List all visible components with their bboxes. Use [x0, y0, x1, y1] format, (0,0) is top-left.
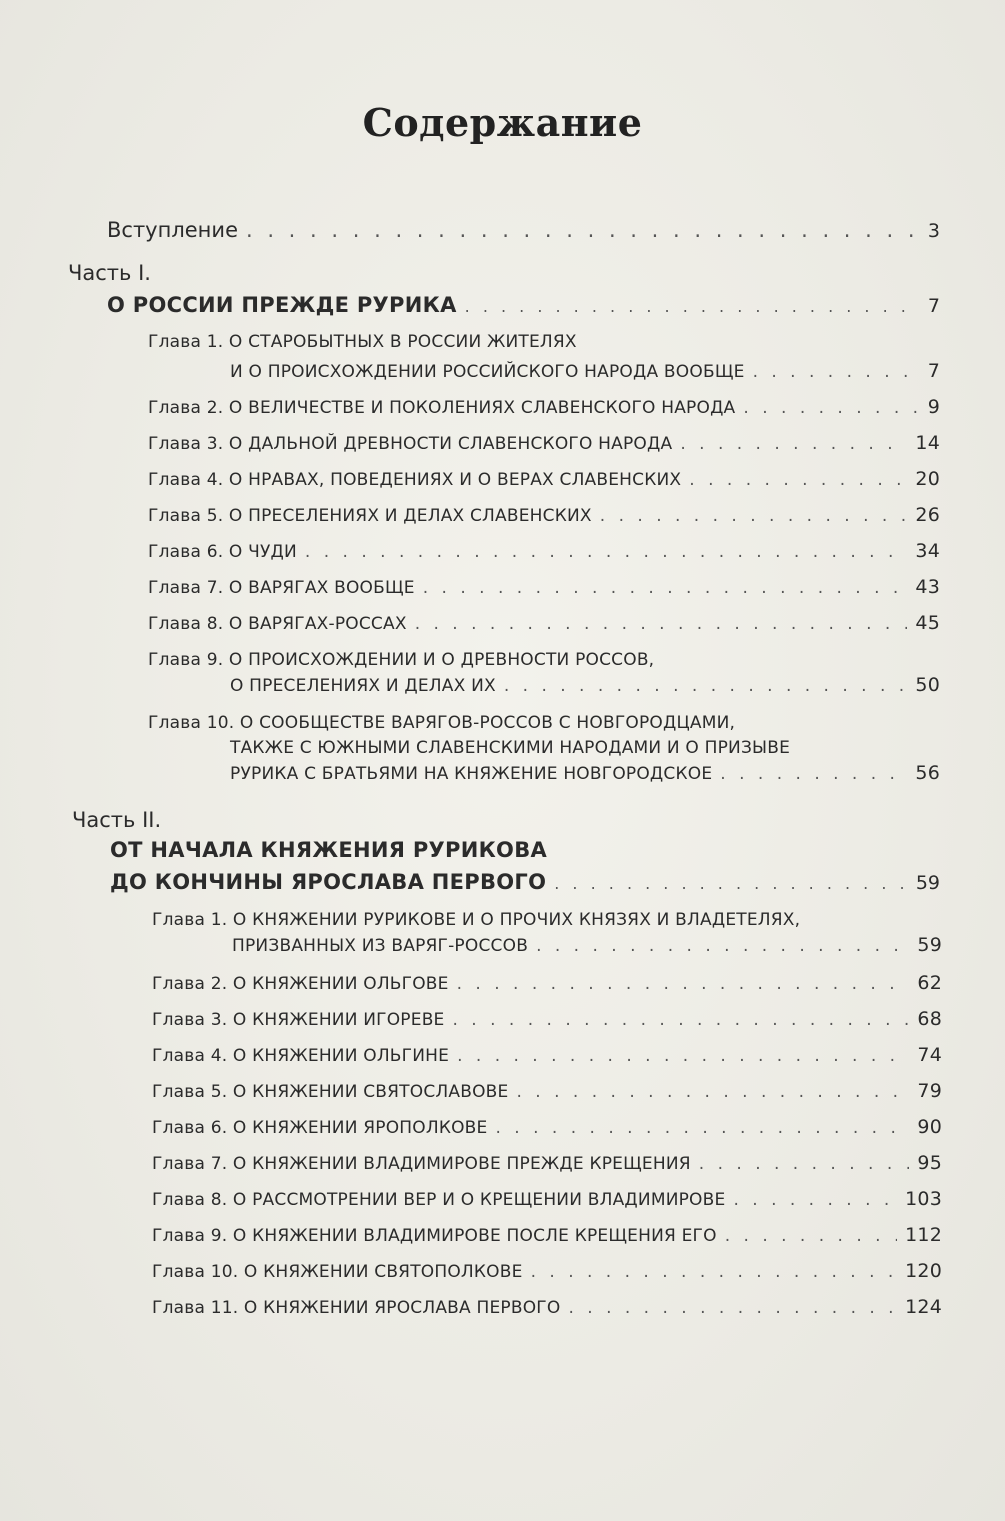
part-1-label: Часть I.	[68, 261, 151, 285]
toc-page-number: 20	[915, 468, 940, 490]
toc-entry-p1-ch2[interactable]	[148, 396, 940, 418]
toc-entry-p2-ch2[interactable]	[152, 972, 942, 994]
leader-dots	[743, 398, 919, 418]
toc-entry-p1-ch10[interactable]	[230, 762, 940, 784]
toc-entry-p1-ch7[interactable]	[148, 576, 940, 598]
toc-page-number: 59	[917, 934, 942, 956]
toc-page-number: 103	[905, 1188, 942, 1210]
leader-dots	[554, 874, 908, 893]
leader-dots	[516, 1082, 909, 1102]
toc-page-number: 56	[915, 762, 940, 784]
leader-dots	[305, 542, 908, 562]
toc-entry-p1-ch8[interactable]	[148, 612, 940, 634]
chapter-line: Глава 2. О ВЕЛИЧЕСТВЕ И ПОКОЛЕНИЯХ СЛАВЕНСКОГО НАРОДА	[148, 398, 736, 418]
chapter-line: Глава 9. О ПРОИСХОЖДЕНИИ И О ДРЕВНОСТИ РОССОВ,	[148, 650, 655, 670]
toc-page-number: 124	[905, 1296, 942, 1318]
toc-page-number: 90	[917, 1116, 942, 1138]
toc-page-number: 120	[905, 1260, 942, 1282]
chapter-line: Глава 10. О СООБЩЕСТВЕ ВАРЯГОВ-РОССОВ С НОВГОРОДЦАМИ,	[148, 713, 736, 733]
leader-dots	[453, 1010, 910, 1030]
part-1-title: О РОССИИ ПРЕЖДЕ РУРИКА	[107, 293, 457, 317]
toc-entry-p2-ch1[interactable]	[232, 934, 942, 956]
toc-entry-p2-ch3[interactable]	[152, 1008, 942, 1030]
toc-entry-p1-ch1[interactable]	[230, 360, 940, 382]
toc-page-number: 95	[917, 1152, 942, 1174]
toc-entry-part-1[interactable]	[107, 293, 940, 317]
leader-dots	[720, 764, 907, 784]
toc-page-number: 68	[917, 1008, 942, 1030]
chapter-line: О ПРЕСЕЛЕНИЯХ И ДЕЛАХ ИХ	[230, 676, 496, 696]
toc-page-number: 26	[915, 504, 940, 526]
leader-dots	[246, 218, 920, 242]
toc-entry-p2-ch8[interactable]	[152, 1188, 942, 1210]
toc-entry-p1-ch9[interactable]	[230, 674, 940, 696]
toc-page-number: 79	[917, 1080, 942, 1102]
leader-dots	[568, 1298, 897, 1318]
chapter-line: Глава 4. О КНЯЖЕНИИ ОЛЬГИНЕ	[152, 1046, 450, 1066]
toc-page-number: 74	[917, 1044, 942, 1066]
toc-entry-p2-ch9[interactable]	[152, 1224, 942, 1246]
toc-entry-p1-ch5[interactable]	[148, 504, 940, 526]
leader-dots	[531, 1262, 898, 1282]
chapter-line: Глава 1. О СТАРОБЫТНЫХ В РОССИИ ЖИТЕЛЯХ	[148, 332, 577, 352]
leader-dots	[689, 470, 907, 490]
toc-entry-p2-ch11[interactable]	[152, 1296, 942, 1318]
leader-dots	[536, 936, 909, 956]
toc-page-number: 9	[927, 396, 940, 418]
toc-entry-p2-ch7[interactable]	[152, 1152, 942, 1174]
chapter-line: Глава 7. О ВАРЯГАХ ВООБЩЕ	[148, 578, 415, 598]
chapter-line: Глава 11. О КНЯЖЕНИИ ЯРОСЛАВА ПЕРВОГО	[152, 1298, 561, 1318]
chapter-line: Глава 9. О КНЯЖЕНИИ ВЛАДИМИРОВЕ ПОСЛЕ КРЕЩЕНИЯ ЕГО	[152, 1226, 717, 1246]
leader-dots	[753, 362, 920, 382]
leader-dots	[600, 506, 908, 526]
chapter-line: Глава 2. О КНЯЖЕНИИ ОЛЬГОВЕ	[152, 974, 449, 994]
toc-entry-p2-ch6[interactable]	[152, 1116, 942, 1138]
toc-entry-p1-ch4[interactable]	[148, 468, 940, 490]
leader-dots	[457, 1046, 909, 1066]
chapter-line: Глава 8. О ВАРЯГАХ-РОССАХ	[148, 614, 407, 634]
chapter-line: ПРИЗВАННЫХ ИЗ ВАРЯГ-РОССОВ	[232, 936, 529, 956]
chapter-line: Глава 1. О КНЯЖЕНИИ РУРИКОВЕ И О ПРОЧИХ КНЯЗЯХ И ВЛАДЕТЕЛЯХ,	[152, 910, 801, 930]
part-2-title-line-1: ОТ НАЧАЛА КНЯЖЕНИЯ РУРИКОВА	[110, 838, 548, 862]
part-2-label: Часть II.	[72, 808, 162, 832]
toc-page-number: 14	[915, 432, 940, 454]
part-2-title-line-2: ДО КОНЧИНЫ ЯРОСЛАВА ПЕРВОГО	[110, 870, 547, 894]
toc-page-number: 3	[927, 220, 940, 242]
chapter-line: И О ПРОИСХОЖДЕНИИ РОССИЙСКОГО НАРОДА ВООБЩЕ	[230, 362, 745, 382]
leader-dots	[699, 1154, 910, 1174]
toc-entry-label: Вступление	[107, 218, 238, 242]
leader-dots	[423, 578, 908, 598]
toc-entry-p2-ch4[interactable]	[152, 1044, 942, 1066]
toc-page-number: 43	[915, 576, 940, 598]
leader-dots	[415, 614, 908, 634]
toc-entry-p1-ch3[interactable]	[148, 432, 940, 454]
leader-dots	[725, 1226, 897, 1246]
chapter-line: ТАКЖЕ С ЮЖНЫМИ СЛАВЕНСКИМИ НАРОДАМИ И О ПРИЗЫВЕ	[230, 738, 791, 758]
chapter-line: Глава 4. О НРАВАХ, ПОВЕДЕНИЯХ И О ВЕРАХ СЛАВЕНСКИХ	[148, 470, 682, 490]
chapter-line: РУРИКА С БРАТЬЯМИ НА КНЯЖЕНИЕ НОВГОРОДСКОЕ	[230, 764, 713, 784]
leader-dots	[504, 676, 908, 696]
toc-entry-part-2[interactable]	[110, 870, 940, 894]
chapter-line: Глава 3. О КНЯЖЕНИИ ИГОРЕВЕ	[152, 1010, 445, 1030]
toc-page-number: 50	[915, 674, 940, 696]
toc-page-number: 7	[927, 295, 940, 317]
leader-dots	[733, 1190, 897, 1210]
leader-dots	[495, 1118, 909, 1138]
toc-entry-intro[interactable]	[107, 218, 940, 242]
chapter-line: Глава 6. О КНЯЖЕНИИ ЯРОПОЛКОВЕ	[152, 1118, 488, 1138]
toc-page-number: 59	[915, 872, 940, 894]
toc-entry-p2-ch10[interactable]	[152, 1260, 942, 1282]
toc-page-number: 45	[915, 612, 940, 634]
toc-page-number: 7	[927, 360, 940, 382]
chapter-line: Глава 5. О КНЯЖЕНИИ СВЯТОСЛАВОВЕ	[152, 1082, 509, 1102]
chapter-line: Глава 3. О ДАЛЬНОЙ ДРЕВНОСТИ СЛАВЕНСКОГО НАРОДА	[148, 434, 673, 454]
leader-dots	[465, 297, 920, 316]
page-title: Содержание	[362, 100, 643, 145]
chapter-line: Глава 8. О РАССМОТРЕНИИ ВЕР И О КРЕЩЕНИИ ВЛАДИМИРОВЕ	[152, 1190, 726, 1210]
chapter-line: Глава 6. О ЧУДИ	[148, 542, 297, 562]
leader-dots	[680, 434, 907, 454]
toc-entry-p2-ch5[interactable]	[152, 1080, 942, 1102]
toc-page-number: 34	[915, 540, 940, 562]
leader-dots	[457, 974, 910, 994]
toc-entry-p1-ch6[interactable]	[148, 540, 940, 562]
chapter-line: Глава 7. О КНЯЖЕНИИ ВЛАДИМИРОВЕ ПРЕЖДЕ КРЕЩЕНИЯ	[152, 1154, 691, 1174]
toc-page-number: 112	[905, 1224, 942, 1246]
chapter-line: Глава 5. О ПРЕСЕЛЕНИЯХ И ДЕЛАХ СЛАВЕНСКИХ	[148, 506, 592, 526]
chapter-line: Глава 10. О КНЯЖЕНИИ СВЯТОПОЛКОВЕ	[152, 1262, 523, 1282]
toc-page-number: 62	[917, 972, 942, 994]
